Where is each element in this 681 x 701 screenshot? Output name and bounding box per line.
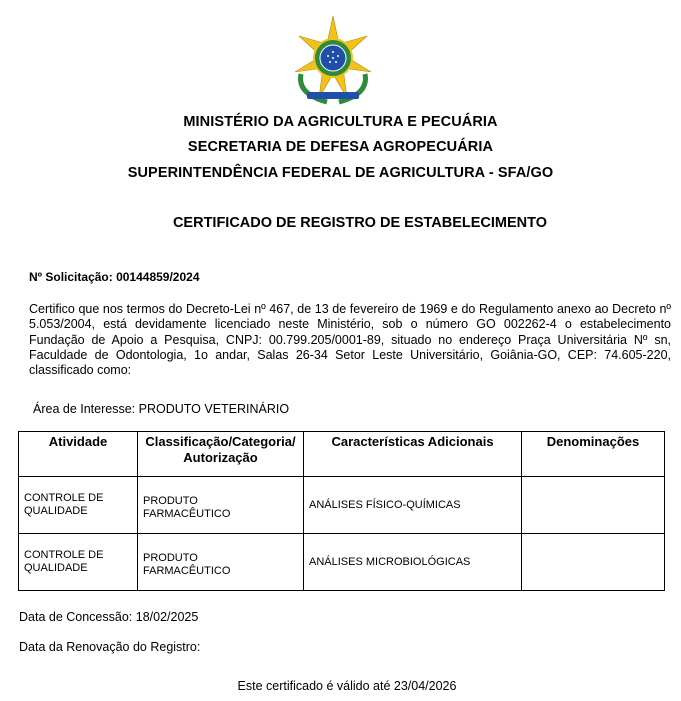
validity-note: Este certificado é válido até 23/04/2026	[237, 679, 457, 693]
activities-table	[18, 431, 665, 591]
brazil-coat-of-arms-icon	[287, 14, 379, 106]
header-characteristics: Características Adicionais	[304, 432, 522, 477]
certificate-body: Certifico que nos termos do Decreto-Lei nº 467, de 13 de fevereiro de 1969 e do Regulamento anexo ao Decreto nº 5.053/2004, está devidamente licenciado neste Ministério, sob o número GO 002262-4 o estabelecimento Fundação de Apoio a Pesquisa, CNPJ: 00.799.205/0001-89, situado no endereço Praça Universitária Nº sn, Faculdade de Odontologia, 1o andar, Salas 26-34 Setor Leste Universitário, Goiânia-GO, CEP: 74.605-220, classificado como:	[29, 302, 671, 378]
table-row	[19, 534, 665, 591]
cell-characteristics: ANÁLISES FÍSICO-QUÍMICAS	[309, 498, 461, 511]
header-denominations: Denominações	[522, 432, 665, 477]
table-row	[19, 477, 665, 534]
concession-date: Data de Concessão: 18/02/2025	[19, 610, 199, 624]
renewal-date: Data da Renovação do Registro:	[19, 640, 201, 654]
interest-area: Área de Interesse: PRODUTO VETERINÁRIO	[33, 402, 290, 416]
solicitation-number: Nº Solicitação: 00144859/2024	[29, 270, 200, 284]
header-activity: Atividade	[19, 432, 138, 477]
cell-characteristics: ANÁLISES MICROBIOLÓGICAS	[309, 555, 471, 568]
cell-classification: PRODUTO FARMACÊUTICO	[143, 552, 231, 577]
cell-activity: CONTROLE DE QUALIDADE	[24, 492, 104, 517]
superintendence-heading: SUPERINTENDÊNCIA FEDERAL DE AGRICULTURA - SFA/GO	[127, 165, 554, 181]
ministry-heading: MINISTÉRIO DA AGRICULTURA E PECUÁRIA	[183, 114, 498, 130]
cell-classification: PRODUTO FARMACÊUTICO	[143, 495, 231, 520]
secretariat-heading: SECRETARIA DE DEFESA AGROPECUÁRIA	[187, 139, 494, 155]
cell-activity: CONTROLE DE QUALIDADE	[24, 549, 104, 574]
header-classification: Classificação/Categoria/Autorização	[138, 432, 304, 477]
table-header-row	[19, 432, 665, 477]
certificate-title: CERTIFICADO DE REGISTRO DE ESTABELECIMENTO	[172, 215, 548, 231]
